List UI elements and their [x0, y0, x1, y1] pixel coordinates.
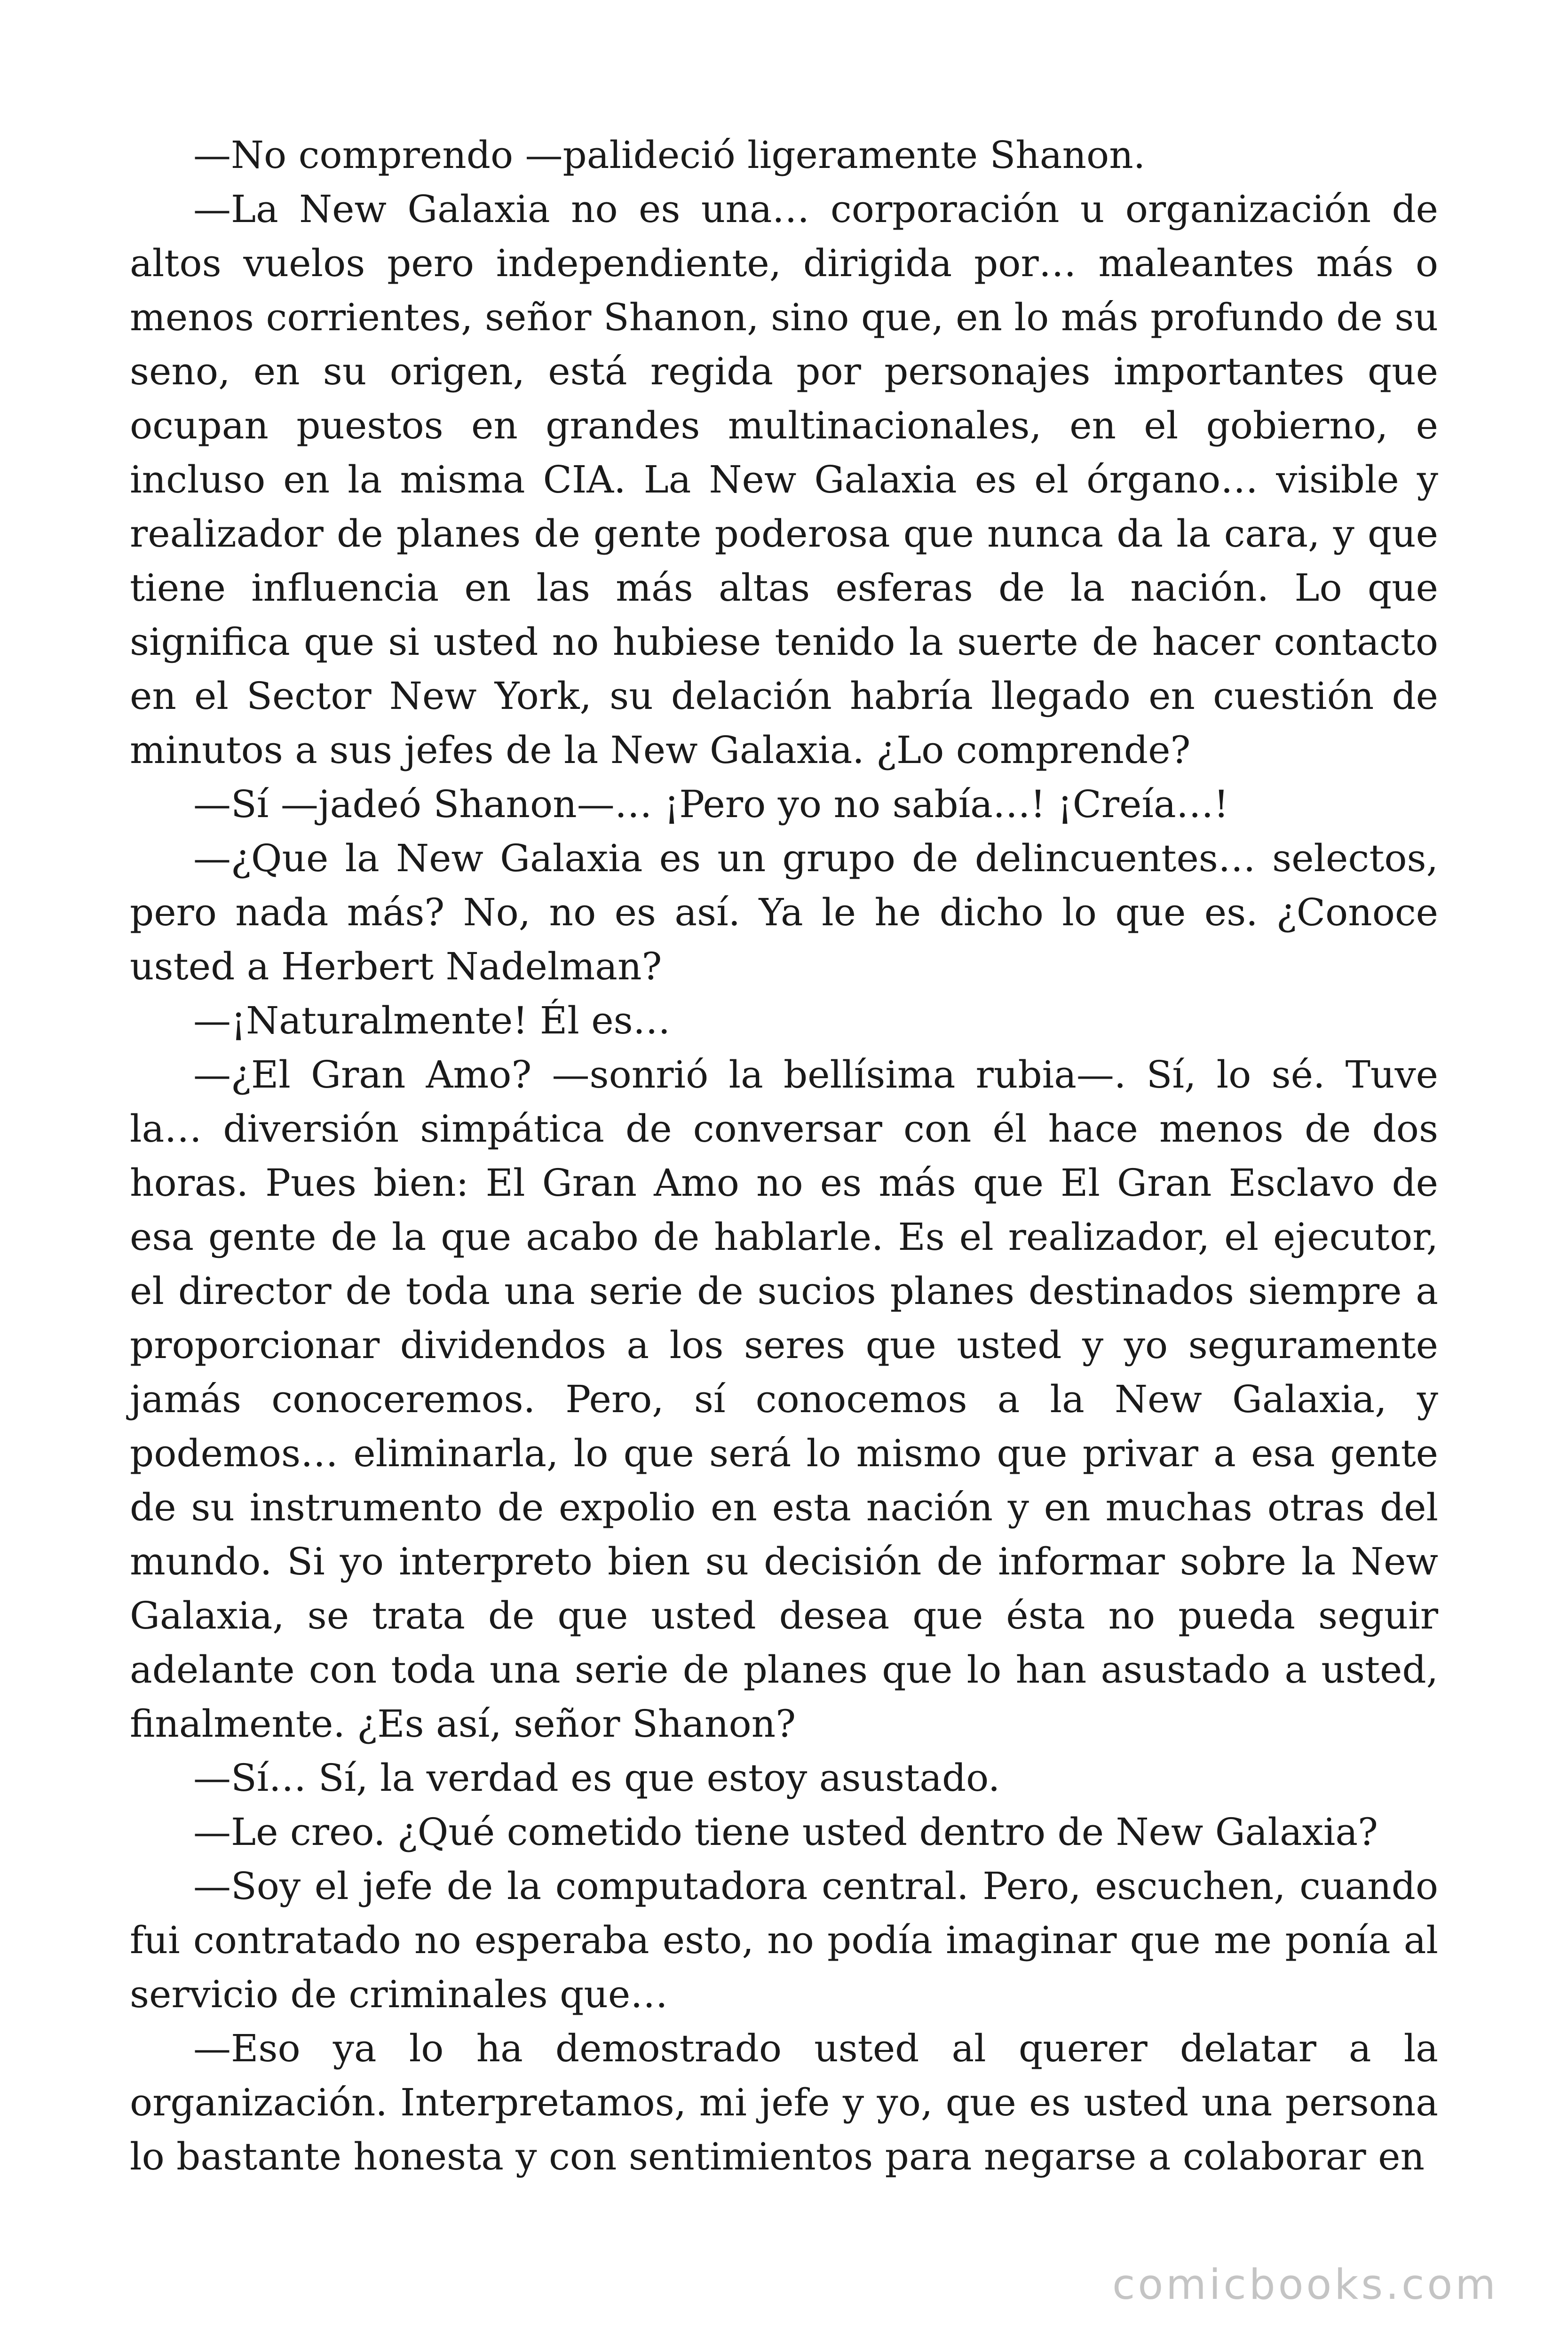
paragraph: —¿El Gran Amo? —sonrió la bellísima rubia—. Sí, lo sé. Tuve la… diversión simpática de conversar con él hace menos de dos horas. Pues bien: El Gran Amo no es más que El Gran Esclavo de esa gente de la que acabo de hablarle. Es el realizador, el ejecutor, el director de toda una serie de sucios planes destinados siempre a proporcionar dividendos a los seres que usted y yo seguramente jamás conoceremos. Pero, sí conocemos a la New Galaxia, y podemos… eliminarla, lo que será lo mismo que privar a esa gente de su instrumento de expolio en esta nación y en muchas otras del mundo. Si yo interpreto bien su decisión de informar sobre la New Galaxia, se trata de que usted desea que ésta no pueda seguir adelante con toda una serie de planes que lo han asustado a usted, finalmente. ¿Es así, señor Shanon?	[130, 1053, 1438, 1746]
paragraph: —La New Galaxia no es una… corporación u organización de altos vuelos pero independiente, dirigida por… maleantes más o menos corrientes, señor Shanon, sino que, en lo más profundo de su seno, en su origen, está regida por personajes importantes que ocupan puestos en grandes multinacionales, en el gobierno, e incluso en la misma CIA. La New Galaxia es el órgano… visible y realizador de planes de gente poderosa que nunca da la cara, y que tiene influencia en las más altas esferas de la nación. Lo que significa que si usted no hubiese tenido la suerte de hacer contacto en el Sector New York, su delación habría llegado en cuestión de minutos a sus jefes de la New Galaxia. ¿Lo comprende?	[130, 187, 1438, 772]
paragraph: —Soy el jefe de la computadora central. Pero, escuchen, cuando fui contratado no esperaba esto, no podía imaginar que me ponía al servicio de criminales que…	[130, 1864, 1438, 2016]
book-page-text	[130, 128, 1438, 2184]
paragraph: —¿Que la New Galaxia es un grupo de delincuentes… selectos, pero nada más? No, no es así. Ya le he dicho lo que es. ¿Conoce usted a Herbert Nadelman?	[130, 836, 1438, 988]
paragraph: —Le creo. ¿Qué cometido tiene usted dentro de New Galaxia?	[193, 1810, 1378, 1854]
paragraph: —Sí… Sí, la verdad es que estoy asustado.	[193, 1756, 1000, 1800]
watermark: comicbooks.com	[1112, 2260, 1498, 2309]
paragraph: —Eso ya lo ha demostrado usted al querer delatar a la organización. Interpretamos, mi jefe y yo, que es usted una persona lo bastante honesta y con sentimientos para negarse a colaborar en	[130, 2026, 1438, 2178]
paragraph: —¡Naturalmente! Él es…	[193, 999, 671, 1042]
paragraph: —Sí —jadeó Shanon—… ¡Pero yo no sabía…! ¡Creía…!	[193, 782, 1229, 826]
paragraph: —No comprendo —palideció ligeramente Shanon.	[193, 133, 1146, 177]
